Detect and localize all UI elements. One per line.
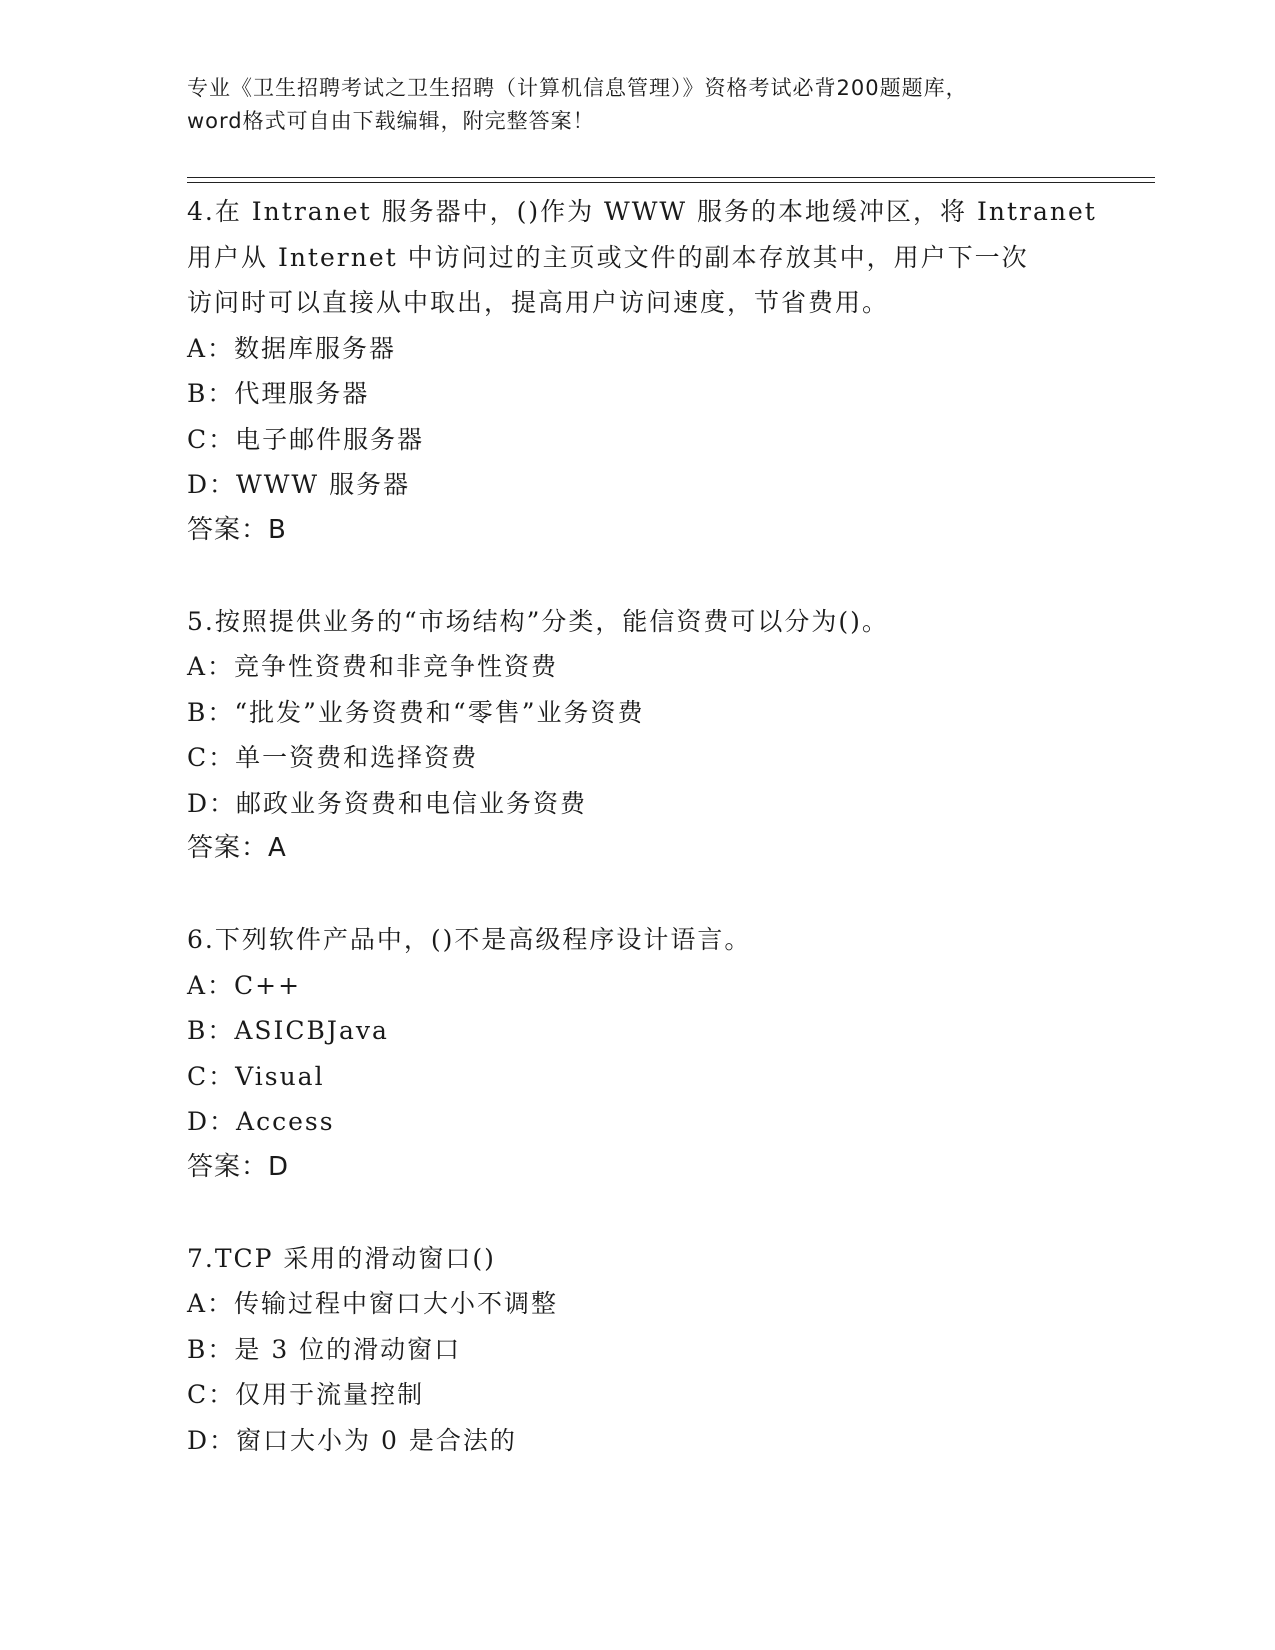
- option-d: D：WWW 服务器: [187, 470, 411, 499]
- option-d: D：Access: [187, 1107, 335, 1136]
- question-stem: 5.按照提供业务的“市场结构”分类，能信资费可以分为()。: [187, 606, 889, 636]
- question-stem: 用户从 Internet 中访问过的主页或文件的副本存放其中，用户下一次: [187, 242, 1029, 272]
- option-b: B：代理服务器: [187, 379, 370, 408]
- option-a: A：竞争性资费和非竞争性资费: [187, 652, 559, 681]
- option-c: C：Visual: [187, 1061, 325, 1091]
- option-b: B：ASICBJava: [187, 1016, 389, 1045]
- option-a: A：C++: [187, 970, 302, 1000]
- header-title-line-2: word格式可自由下载编辑，附完整答案！: [187, 109, 595, 133]
- option-b: B：“批发”业务资费和“零售”业务资费: [187, 697, 645, 727]
- header-title-line-1: 专业《卫生招聘考试之卫生招聘（计算机信息管理）》资格考试必背200题题库，: [187, 76, 968, 100]
- option-c: C：单一资费和选择资费: [187, 743, 479, 772]
- question-stem: 访问时可以直接从中取出，提高用户访问速度，节省费用。: [187, 288, 890, 317]
- answer-line: 答案：D: [187, 1151, 290, 1182]
- question-stem: 6.下列软件产品中，()不是高级程序设计语言。: [187, 925, 752, 954]
- question-stem: 7.TCP 采用的滑动窗口(): [187, 1243, 496, 1273]
- question-item: [187, 917, 1137, 1190]
- question-item: [187, 599, 1137, 872]
- option-d: D：窗口大小为 0 是合法的: [187, 1425, 517, 1455]
- question-spacer: [187, 872, 1137, 918]
- question-stem: 4.在 Intranet 服务器中，()作为 WWW 服务的本地缓冲区，将 Intranet: [187, 197, 1097, 226]
- answer-line: 答案：A: [187, 833, 287, 863]
- option-a: A：传输过程中窗口大小不调整: [187, 1289, 559, 1318]
- answer-line: 答案：B: [187, 514, 287, 545]
- option-b: B：是 3 位的滑动窗口: [187, 1334, 462, 1364]
- question-spacer: [187, 1190, 1137, 1236]
- question-list: [187, 189, 1137, 1463]
- question-item: [187, 189, 1137, 553]
- document-header: [187, 72, 1087, 138]
- option-c: C：仅用于流量控制: [187, 1380, 425, 1409]
- option-a: A：数据库服务器: [187, 333, 397, 363]
- header-divider-top: [187, 177, 1155, 178]
- option-d: D：邮政业务资费和电信业务资费: [187, 788, 588, 818]
- question-spacer: [187, 553, 1137, 599]
- header-divider-bottom: [187, 182, 1155, 183]
- option-c: C：电子邮件服务器: [187, 424, 425, 454]
- question-item: [187, 1236, 1137, 1464]
